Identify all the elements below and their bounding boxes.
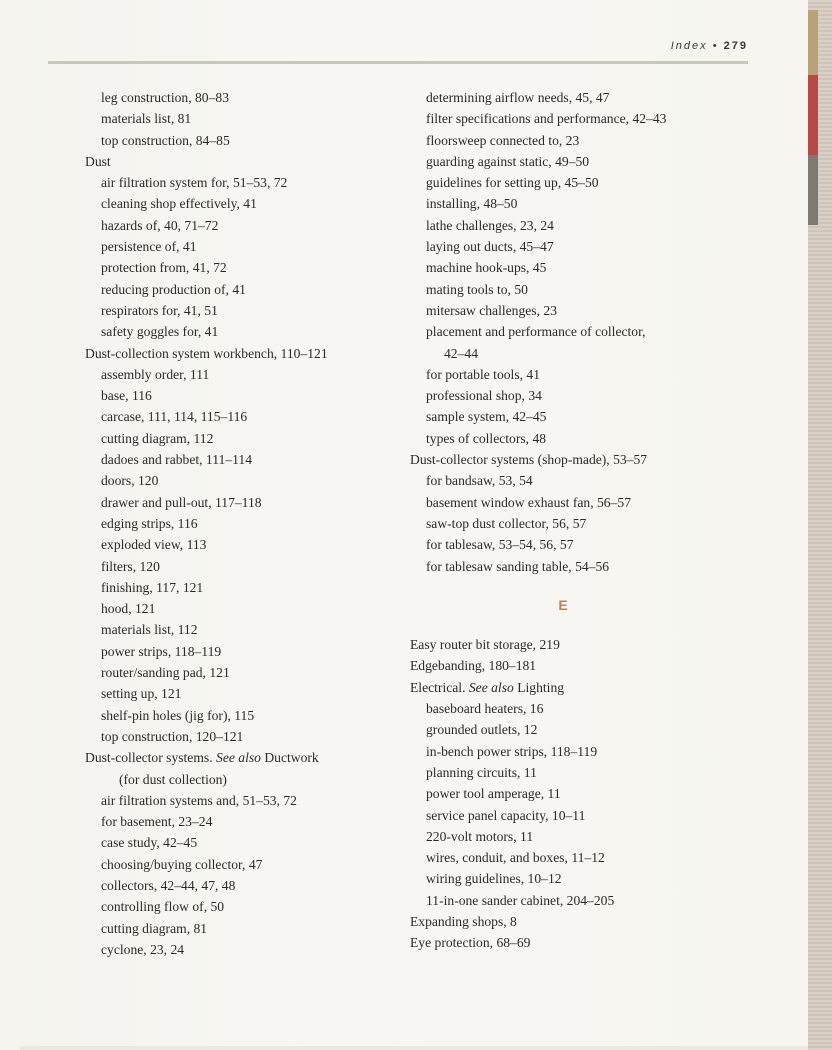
entry-text: mating tools to, 50 <box>426 281 528 297</box>
index-column-left <box>85 87 385 960</box>
index-subentry <box>85 321 385 342</box>
index-subentry <box>85 705 385 726</box>
index-subentry <box>410 215 730 236</box>
index-subentry <box>85 428 385 449</box>
index-subentry <box>85 279 385 300</box>
index-subentry <box>410 741 730 762</box>
index-subentry <box>410 130 730 151</box>
index-entry <box>410 677 730 698</box>
see-also-target: Ductwork <box>260 750 319 766</box>
index-subentry <box>410 108 730 129</box>
entry-text: dadoes and rabbet, 111–114 <box>101 452 252 468</box>
entry-text: persistence of, 41 <box>101 239 197 255</box>
index-subentry <box>410 406 730 427</box>
see-also-target: Lighting <box>513 679 565 695</box>
index-subentry <box>410 364 730 385</box>
index-subentry <box>410 534 730 555</box>
index-subentry <box>85 577 385 598</box>
entry-text: choosing/buying collector, 47 <box>101 856 263 872</box>
index-column-right <box>410 87 730 954</box>
entry-text: machine hook-ups, 45 <box>426 260 547 276</box>
index-subentry <box>410 890 730 911</box>
entry-text: mitersaw challenges, 23 <box>426 302 557 318</box>
entry-text: air filtration systems and, 51–53, 72 <box>101 792 297 808</box>
entry-text: doors, 120 <box>101 473 159 489</box>
header-text <box>671 40 748 52</box>
index-entry <box>410 449 730 470</box>
index-subentry <box>410 868 730 889</box>
index-subentry <box>85 918 385 939</box>
index-entry-continuation <box>410 343 730 364</box>
index-subentry <box>410 719 730 740</box>
entry-text: basement window exhaust fan, 56–57 <box>426 494 631 510</box>
entry-text: leg construction, 80–83 <box>101 90 229 105</box>
index-subentry <box>85 513 385 534</box>
index-subentry <box>85 811 385 832</box>
entry-text: cutting diagram, 81 <box>101 920 208 936</box>
entry-text: installing, 48–50 <box>426 196 518 212</box>
entry-text: power tool amperage, 11 <box>426 786 561 802</box>
entry-text: Edgebanding, 180–181 <box>410 658 537 674</box>
index-subentry <box>410 236 730 257</box>
entry-text: sample system, 42–45 <box>426 409 547 425</box>
index-entry <box>410 655 730 676</box>
entry-text: guarding against static, 49–50 <box>426 153 590 169</box>
entry-text: for bandsaw, 53, 54 <box>426 473 533 489</box>
entry-text: 11-in-one sander cabinet, 204–205 <box>426 892 615 908</box>
index-subentry <box>410 826 730 847</box>
entry-text: 220-volt motors, 11 <box>426 828 534 844</box>
entry-text: Dust-collector systems (shop-made), 53–57 <box>410 452 648 468</box>
index-subentry <box>410 762 730 783</box>
index-subentry <box>85 875 385 896</box>
entry-text: safety goggles for, 41 <box>101 324 219 340</box>
entry-text: in-bench power strips, 118–119 <box>426 743 598 759</box>
entry-text: Expanding shops, 8 <box>410 913 517 929</box>
entry-text: Dust-collection system workbench, 110–121 <box>85 345 328 361</box>
index-subentry <box>410 805 730 826</box>
entry-text: carcase, 111, 114, 115–116 <box>101 409 248 425</box>
entry-text: drawer and pull-out, 117–118 <box>101 494 262 510</box>
index-subentry <box>85 726 385 747</box>
entry-text: filter specifications and performance, 42–43 <box>426 111 667 127</box>
entry-text: determining airflow needs, 45, 47 <box>426 90 610 105</box>
index-subentry <box>85 683 385 704</box>
entry-text: cutting diagram, 112 <box>101 430 214 446</box>
entry-text: finishing, 117, 121 <box>101 579 204 595</box>
entry-text: Dust-collector systems. <box>85 750 217 766</box>
index-subentry <box>85 172 385 193</box>
entry-text: case study, 42–45 <box>101 835 198 851</box>
entry-text: wires, conduit, and boxes, 11–12 <box>426 850 605 866</box>
entry-text: top construction, 120–121 <box>101 728 244 744</box>
header-section: Index <box>670 40 708 52</box>
see-also-label: See also <box>468 679 514 695</box>
entry-text: guidelines for setting up, 45–50 <box>426 175 599 191</box>
entry-text: setting up, 121 <box>101 686 182 702</box>
index-subentry <box>85 87 385 108</box>
index-subentry <box>85 598 385 619</box>
entry-text: lathe challenges, 23, 24 <box>426 217 554 233</box>
index-subentry <box>410 151 730 172</box>
index-group-e <box>410 634 730 953</box>
index-subentry <box>85 236 385 257</box>
entry-text: saw-top dust collector, 56, 57 <box>426 515 587 531</box>
entry-text: top construction, 84–85 <box>101 132 230 148</box>
entry-text: Electrical. <box>410 679 469 695</box>
entry-text: for tablesaw sanding table, 54–56 <box>426 558 610 574</box>
header-bullet: • <box>712 40 719 52</box>
entry-text: router/sanding pad, 121 <box>101 665 230 681</box>
index-subentry <box>85 492 385 513</box>
index-subentry <box>85 300 385 321</box>
index-subentry <box>85 364 385 385</box>
entry-text: grounded outlets, 12 <box>426 722 538 738</box>
entry-text: filters, 120 <box>101 558 160 574</box>
entry-text: protection from, 41, 72 <box>101 260 227 276</box>
index-subentry <box>85 193 385 214</box>
entry-text: collectors, 42–44, 47, 48 <box>101 877 236 893</box>
index-subentry <box>85 790 385 811</box>
entry-text: respirators for, 41, 51 <box>101 302 218 318</box>
index-subentry <box>85 470 385 491</box>
entry-text: laying out ducts, 45–47 <box>426 239 554 255</box>
index-subentry <box>410 172 730 193</box>
index-subentry <box>85 534 385 555</box>
spine-accent-tan <box>808 10 818 75</box>
book-spine-edge <box>808 0 832 1050</box>
index-subentry <box>410 470 730 491</box>
entry-text: placement and performance of collector, <box>426 324 646 340</box>
entry-text: for portable tools, 41 <box>426 366 541 382</box>
entry-text: planning circuits, 11 <box>426 764 537 780</box>
entry-text: (for dust collection) <box>119 771 227 787</box>
entry-text: cyclone, 23, 24 <box>101 941 185 957</box>
entry-text: types of collectors, 48 <box>426 430 547 446</box>
index-entry-continuation <box>85 769 385 790</box>
index-subentry <box>85 556 385 577</box>
index-entry <box>85 343 385 364</box>
entry-text: for tablesaw, 53–54, 56, 57 <box>426 537 574 553</box>
index-subentry <box>410 783 730 804</box>
spine-accent-gray <box>808 155 818 225</box>
entry-text: floorsweep connected to, 23 <box>426 132 580 148</box>
index-subentry <box>410 300 730 321</box>
entry-text: Easy router bit storage, 219 <box>410 637 560 653</box>
index-subentry <box>85 108 385 129</box>
entry-text: Dust <box>85 153 111 169</box>
index-entry <box>85 151 385 172</box>
index-subentry <box>85 662 385 683</box>
index-entry <box>85 747 385 768</box>
index-subentry <box>410 698 730 719</box>
index-subentry <box>85 896 385 917</box>
see-also-label: See also <box>216 750 261 766</box>
entry-text: baseboard heaters, 16 <box>426 701 544 717</box>
index-subentry <box>85 406 385 427</box>
index-subentry <box>410 279 730 300</box>
page-number: 279 <box>723 40 748 52</box>
index-subentry <box>410 193 730 214</box>
entry-text: service panel capacity, 10–11 <box>426 807 586 823</box>
entry-text: power strips, 118–119 <box>101 643 222 659</box>
index-subentry <box>85 939 385 960</box>
index-subentry <box>85 449 385 470</box>
entry-text: air filtration system for, 51–53, 72 <box>101 175 288 191</box>
index-entry <box>410 634 730 655</box>
entry-text: materials list, 81 <box>101 111 192 127</box>
entry-text: for basement, 23–24 <box>101 814 213 830</box>
entry-text: cleaning shop effectively, 41 <box>101 196 257 212</box>
entry-text: materials list, 112 <box>101 622 198 638</box>
entry-text: base, 116 <box>101 388 152 404</box>
entry-text: professional shop, 34 <box>426 388 542 404</box>
index-group-d-continued <box>410 87 730 577</box>
header-rule <box>48 61 748 64</box>
entry-text: exploded view, 113 <box>101 537 207 553</box>
index-subentry <box>85 641 385 662</box>
index-subentry <box>85 832 385 853</box>
entry-text: shelf-pin holes (jig for), 115 <box>101 707 255 723</box>
index-subentry <box>410 492 730 513</box>
index-subentry <box>85 257 385 278</box>
index-entry <box>410 932 730 953</box>
entry-text: hazards of, 40, 71–72 <box>101 217 219 233</box>
index-subentry <box>410 321 730 342</box>
page-bottom-edge <box>20 1046 808 1050</box>
entry-text: controlling flow of, 50 <box>101 899 225 915</box>
entry-text: assembly order, 111 <box>101 366 210 382</box>
index-subentry <box>85 130 385 151</box>
index-subentry <box>85 619 385 640</box>
index-subentry <box>410 428 730 449</box>
index-subentry <box>410 847 730 868</box>
entry-text: Eye protection, 68–69 <box>410 935 531 951</box>
index-subentry <box>85 854 385 875</box>
section-letter: E <box>558 596 568 613</box>
index-subentry <box>410 513 730 534</box>
spine-accent-red <box>808 75 818 155</box>
entry-text: edging strips, 116 <box>101 515 198 531</box>
index-subentry <box>410 257 730 278</box>
entry-text: 42–44 <box>444 345 478 361</box>
index-subentry <box>85 385 385 406</box>
index-subentry <box>85 215 385 236</box>
entry-text: wiring guidelines, 10–12 <box>426 871 562 887</box>
index-entry <box>410 911 730 932</box>
entry-text: hood, 121 <box>101 601 156 617</box>
entry-text: reducing production of, 41 <box>101 281 246 297</box>
index-subentry <box>410 385 730 406</box>
index-subentry <box>410 87 730 108</box>
index-subentry <box>410 556 730 577</box>
